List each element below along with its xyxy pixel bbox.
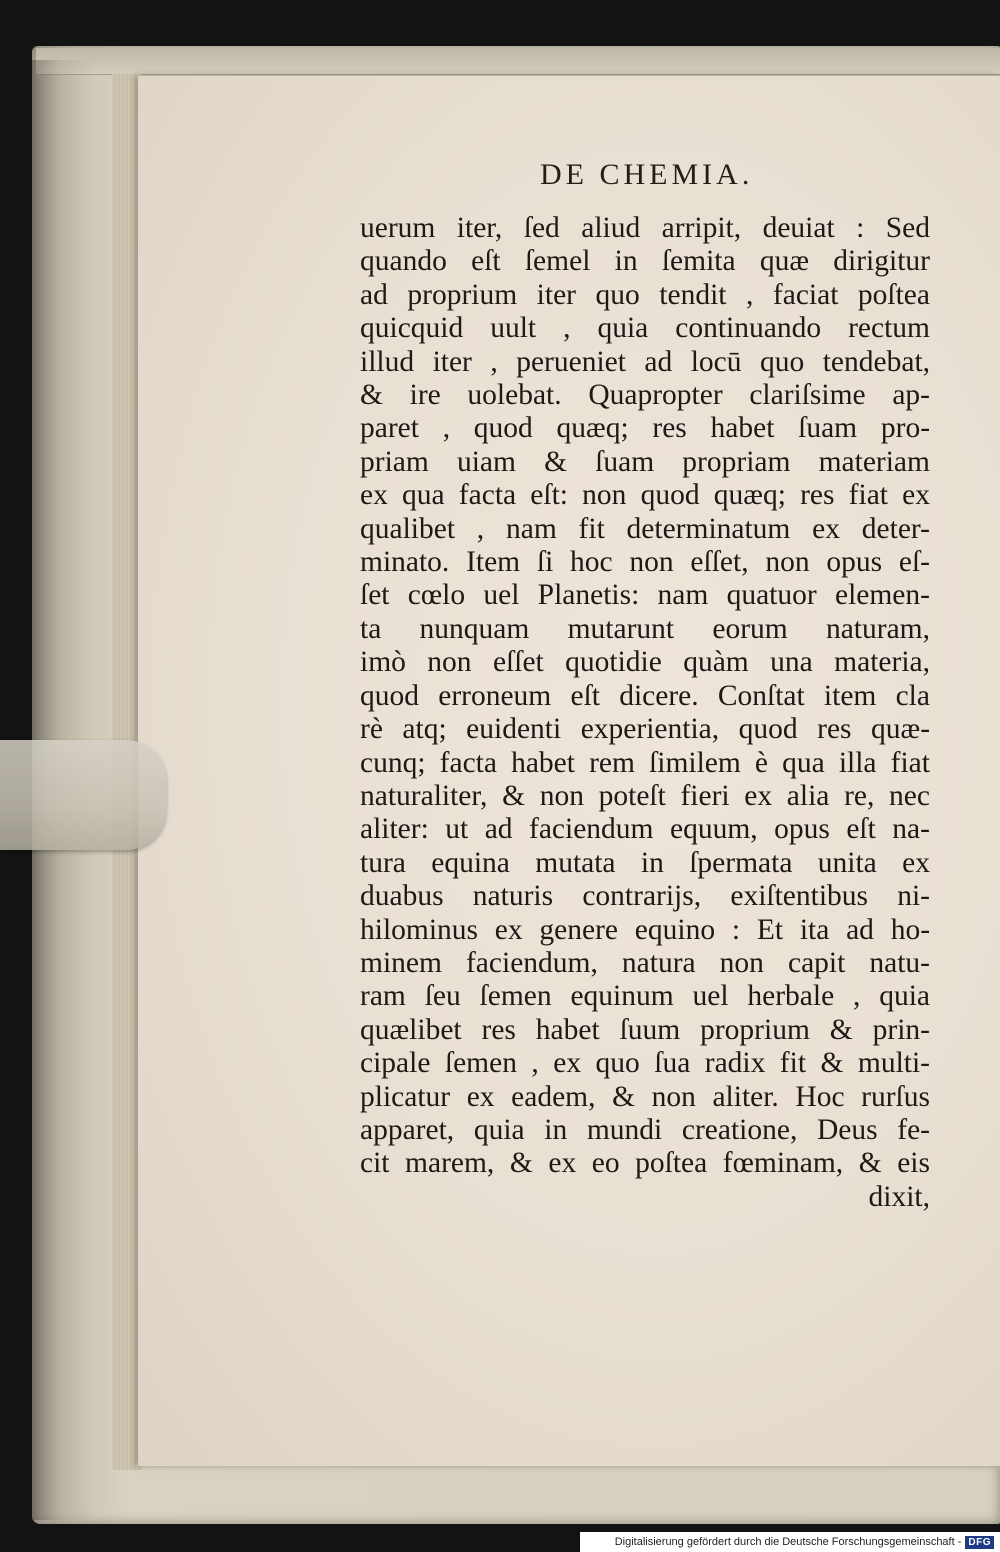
footer-credit-bar (580, 1532, 1000, 1552)
text-line: ex qua facta eſt: non quod quæq; res fiat ex (360, 479, 931, 512)
text-line: cit marem, & ex eo poſtea fœminam, & eis (360, 1147, 930, 1180)
footer-credit-text: Digitalisierung gefördert durch die Deutsche Forschungsgemeinschaft - (614, 1536, 962, 1548)
book-clasp (0, 740, 166, 850)
text-line: rè atq; euidenti experientia, quod res quæ- (360, 713, 931, 746)
text-line: naturaliter, & non poteſt fieri ex alia re, nec (360, 779, 930, 812)
text-block (360, 212, 930, 1214)
binding-top-flap (36, 48, 1000, 75)
catchword: dixit, (868, 1180, 930, 1213)
text-line: hilominus ex genere equino : Et ita ad ho- (360, 913, 931, 946)
text-line: ta nunquam mutarunt eorum naturam, (360, 612, 930, 645)
text-line: paret , quod quæq; res habet ſuam pro- (360, 412, 931, 445)
text-line: plicatur ex eadem, & non aliter. Hoc rurſus (360, 1080, 930, 1113)
text-line: quælibet res habet ſuum proprium & prin- (360, 1013, 930, 1046)
text-line: tura equina mutata in ſpermata unita ex (360, 846, 930, 879)
text-line: quando eſt ſemel in ſemita quæ dirigitur (360, 245, 930, 278)
text-line: cipale ſemen , ex quo ſua radix fit & multi- (360, 1047, 930, 1080)
text-line: duabus naturis contrarijs, exiſtentibus ni- (360, 880, 930, 913)
text-line: quicquid uult , quia continuando rectum (360, 312, 930, 345)
text-line: cunq; facta habet rem ſimilem è qua illa fiat (360, 746, 930, 779)
text-line: & ire uolebat. Quapropter clariſsime ap- (360, 379, 931, 412)
text-line: illud iter , perueniet ad locū quo tendebat, (360, 345, 931, 378)
text-line: ram ſeu ſemen equinum uel herbale , quia (360, 980, 930, 1013)
text-line: minato. Item ſi hoc non eſſet, non opus eſ- (360, 546, 930, 579)
text-line: ad proprium iter quo tendit , faciat poſtea (360, 278, 930, 311)
running-head: DE CHEMIA. (540, 158, 754, 191)
text-line: apparet, quia in mundi creatione, Deus fe- (360, 1113, 931, 1146)
text-line: quod erroneum eſt dicere. Conſtat item cla (360, 679, 930, 712)
text-line: minem faciendum, natura non capit natu- (360, 946, 930, 979)
text-line: imò non eſſet quotidie quàm una materia, (360, 646, 930, 679)
text-line: priam uiam & ſuam propriam materiam (360, 445, 930, 478)
text-line: aliter: ut ad faciendum equum, opus eſt na- (360, 813, 930, 846)
dfg-logo: DFG (965, 1536, 994, 1549)
text-line: uerum iter, ſed aliud arripit, deuiat : Sed (360, 212, 930, 244)
text-line: ſet cœlo uel Planetis: nam quatuor elemen- (360, 579, 930, 612)
text-line: qualibet , nam fit determinatum ex deter- (360, 512, 930, 545)
